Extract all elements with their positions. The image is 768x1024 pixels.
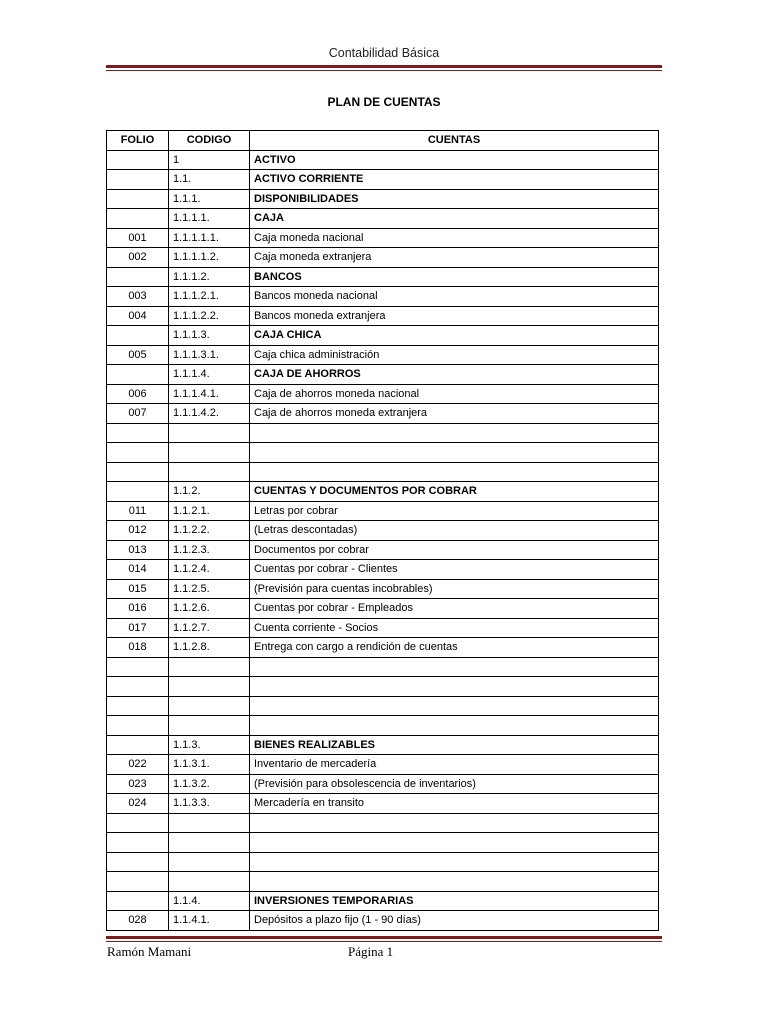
- table-row: [107, 326, 659, 346]
- table-row: [107, 774, 659, 794]
- cuenta-cell: Caja chica administración: [250, 345, 659, 365]
- cuenta-cell: CUENTAS Y DOCUMENTOS POR COBRAR: [250, 482, 659, 502]
- table-row: [107, 638, 659, 658]
- cuenta-cell: [250, 813, 659, 833]
- table-row: [107, 404, 659, 424]
- codigo-cell: [169, 813, 250, 833]
- folio-cell: [107, 267, 169, 287]
- codigo-cell: [169, 872, 250, 892]
- folio-cell: 017: [107, 618, 169, 638]
- table-header-row: [107, 131, 659, 151]
- cuenta-cell: Caja moneda nacional: [250, 228, 659, 248]
- cuenta-cell: [250, 872, 659, 892]
- cuenta-cell: Cuenta corriente - Socios: [250, 618, 659, 638]
- codigo-cell: 1.1.1.2.2.: [169, 306, 250, 326]
- cuenta-cell: [250, 716, 659, 736]
- cuenta-cell: [250, 833, 659, 853]
- table-row: [107, 735, 659, 755]
- folio-cell: 011: [107, 501, 169, 521]
- folio-cell: [107, 209, 169, 229]
- folio-cell: 003: [107, 287, 169, 307]
- codigo-cell: 1.1.1.2.1.: [169, 287, 250, 307]
- cuenta-cell: CAJA DE AHORROS: [250, 365, 659, 385]
- table-row: [107, 677, 659, 697]
- column-header-codigo: CODIGO: [169, 131, 250, 151]
- folio-cell: [107, 852, 169, 872]
- table-row: [107, 482, 659, 502]
- folio-cell: 022: [107, 755, 169, 775]
- cuenta-cell: [250, 852, 659, 872]
- folio-cell: [107, 170, 169, 190]
- table-row: [107, 384, 659, 404]
- codigo-cell: 1.1.1.3.1.: [169, 345, 250, 365]
- codigo-cell: 1.1.2.3.: [169, 540, 250, 560]
- cuenta-cell: Depósitos a plazo fijo (1 - 90 días): [250, 911, 659, 931]
- page-header-title: Contabilidad Básica: [328, 46, 440, 60]
- codigo-cell: [169, 657, 250, 677]
- folio-cell: 014: [107, 560, 169, 580]
- codigo-cell: 1.1.1.4.1.: [169, 384, 250, 404]
- cuenta-cell: (Previsión para cuentas incobrables): [250, 579, 659, 599]
- table-row: [107, 560, 659, 580]
- table-row: [107, 501, 659, 521]
- codigo-cell: 1.1.1.4.2.: [169, 404, 250, 424]
- table-row: [107, 521, 659, 541]
- codigo-cell: 1.1.4.: [169, 891, 250, 911]
- table-row: [107, 794, 659, 814]
- cuenta-cell: (Previsión para obsolescencia de inventarios): [250, 774, 659, 794]
- folio-cell: 013: [107, 540, 169, 560]
- folio-cell: 001: [107, 228, 169, 248]
- cuenta-cell: [250, 696, 659, 716]
- folio-cell: [107, 833, 169, 853]
- folio-cell: [107, 482, 169, 502]
- table-row: [107, 287, 659, 307]
- cuenta-cell: [250, 443, 659, 463]
- table-row: [107, 209, 659, 229]
- folio-cell: 005: [107, 345, 169, 365]
- table-row: [107, 267, 659, 287]
- folio-cell: [107, 326, 169, 346]
- table-row: [107, 891, 659, 911]
- folio-cell: 004: [107, 306, 169, 326]
- footer-rule: [106, 936, 662, 942]
- table-row: [107, 345, 659, 365]
- codigo-cell: 1.1.1.1.2.: [169, 248, 250, 268]
- cuenta-cell: Letras por cobrar: [250, 501, 659, 521]
- cuenta-cell: Caja de ahorros moneda extranjera: [250, 404, 659, 424]
- folio-cell: [107, 677, 169, 697]
- table-row: [107, 228, 659, 248]
- codigo-cell: 1.1.1.: [169, 189, 250, 209]
- table-row: [107, 248, 659, 268]
- table-row: [107, 911, 659, 931]
- folio-cell: [107, 696, 169, 716]
- cuenta-cell: Cuentas por cobrar - Empleados: [250, 599, 659, 619]
- table-row: [107, 423, 659, 443]
- table-row: [107, 657, 659, 677]
- codigo-cell: 1.1.1.3.: [169, 326, 250, 346]
- header-rule: [106, 65, 662, 71]
- cuenta-cell: Inventario de mercadería: [250, 755, 659, 775]
- folio-cell: 028: [107, 911, 169, 931]
- footer-page-number: Página 1: [348, 944, 394, 959]
- codigo-cell: [169, 462, 250, 482]
- accounts-table-body: [107, 150, 659, 930]
- cuenta-cell: BANCOS: [250, 267, 659, 287]
- codigo-cell: 1.1.2.4.: [169, 560, 250, 580]
- codigo-cell: [169, 677, 250, 697]
- column-header-folio: FOLIO: [107, 131, 169, 151]
- cuenta-cell: [250, 462, 659, 482]
- folio-cell: [107, 423, 169, 443]
- table-row: [107, 755, 659, 775]
- table-row: [107, 150, 659, 170]
- cuenta-cell: INVERSIONES TEMPORARIAS: [250, 891, 659, 911]
- folio-cell: [107, 813, 169, 833]
- codigo-cell: [169, 696, 250, 716]
- codigo-cell: 1.1.3.: [169, 735, 250, 755]
- codigo-cell: [169, 423, 250, 443]
- codigo-cell: [169, 833, 250, 853]
- cuenta-cell: BIENES REALIZABLES: [250, 735, 659, 755]
- codigo-cell: 1.1.2.8.: [169, 638, 250, 658]
- folio-cell: 006: [107, 384, 169, 404]
- folio-cell: 012: [107, 521, 169, 541]
- folio-cell: 018: [107, 638, 169, 658]
- folio-cell: 023: [107, 774, 169, 794]
- cuenta-cell: (Letras descontadas): [250, 521, 659, 541]
- folio-cell: [107, 716, 169, 736]
- codigo-cell: 1.1.4.1.: [169, 911, 250, 931]
- codigo-cell: 1.1.1.1.1.: [169, 228, 250, 248]
- folio-cell: [107, 657, 169, 677]
- folio-cell: [107, 872, 169, 892]
- table-row: [107, 579, 659, 599]
- table-row: [107, 189, 659, 209]
- table-row: [107, 599, 659, 619]
- cuenta-cell: Mercadería en transito: [250, 794, 659, 814]
- codigo-cell: 1.1.1.1.: [169, 209, 250, 229]
- folio-cell: [107, 189, 169, 209]
- codigo-cell: 1.1.1.2.: [169, 267, 250, 287]
- codigo-cell: 1.1.3.3.: [169, 794, 250, 814]
- codigo-cell: 1.1.2.7.: [169, 618, 250, 638]
- table-row: [107, 170, 659, 190]
- codigo-cell: 1.1.2.6.: [169, 599, 250, 619]
- codigo-cell: [169, 716, 250, 736]
- table-row: [107, 365, 659, 385]
- codigo-cell: 1.1.2.5.: [169, 579, 250, 599]
- codigo-cell: 1.1.2.: [169, 482, 250, 502]
- cuenta-cell: Caja de ahorros moneda nacional: [250, 384, 659, 404]
- cuenta-cell: Bancos moneda extranjera: [250, 306, 659, 326]
- codigo-cell: 1.1.: [169, 170, 250, 190]
- codigo-cell: 1.1.2.2.: [169, 521, 250, 541]
- table-row: [107, 462, 659, 482]
- folio-cell: 024: [107, 794, 169, 814]
- cuenta-cell: Documentos por cobrar: [250, 540, 659, 560]
- codigo-cell: 1.1.3.2.: [169, 774, 250, 794]
- codigo-cell: 1.1.1.4.: [169, 365, 250, 385]
- table-row: [107, 443, 659, 463]
- folio-cell: [107, 443, 169, 463]
- folio-cell: [107, 150, 169, 170]
- table-row: [107, 540, 659, 560]
- column-header-cuentas: CUENTAS: [250, 131, 659, 151]
- table-row: [107, 306, 659, 326]
- codigo-cell: 1: [169, 150, 250, 170]
- cuenta-cell: CAJA: [250, 209, 659, 229]
- cuenta-cell: CAJA CHICA: [250, 326, 659, 346]
- document-title: PLAN DE CUENTAS: [327, 95, 441, 109]
- cuenta-cell: ACTIVO CORRIENTE: [250, 170, 659, 190]
- folio-cell: 015: [107, 579, 169, 599]
- cuenta-cell: Bancos moneda nacional: [250, 287, 659, 307]
- cuenta-cell: DISPONIBILIDADES: [250, 189, 659, 209]
- cuenta-cell: Caja moneda extranjera: [250, 248, 659, 268]
- cuenta-cell: [250, 657, 659, 677]
- table-row: [107, 813, 659, 833]
- table-row: [107, 696, 659, 716]
- table-row: [107, 852, 659, 872]
- table-row: [107, 716, 659, 736]
- folio-cell: [107, 735, 169, 755]
- folio-cell: 002: [107, 248, 169, 268]
- folio-cell: [107, 462, 169, 482]
- footer-author: Ramón Mamani: [107, 944, 192, 959]
- cuenta-cell: Cuentas por cobrar - Clientes: [250, 560, 659, 580]
- codigo-cell: 1.1.2.1.: [169, 501, 250, 521]
- cuenta-cell: ACTIVO: [250, 150, 659, 170]
- codigo-cell: [169, 852, 250, 872]
- folio-cell: [107, 891, 169, 911]
- cuenta-cell: Entrega con cargo a rendición de cuentas: [250, 638, 659, 658]
- cuenta-cell: [250, 677, 659, 697]
- cuenta-cell: [250, 423, 659, 443]
- folio-cell: [107, 365, 169, 385]
- table-row: [107, 833, 659, 853]
- table-row: [107, 618, 659, 638]
- codigo-cell: 1.1.3.1.: [169, 755, 250, 775]
- folio-cell: 007: [107, 404, 169, 424]
- folio-cell: 016: [107, 599, 169, 619]
- table-row: [107, 872, 659, 892]
- accounts-table: [106, 130, 659, 931]
- codigo-cell: [169, 443, 250, 463]
